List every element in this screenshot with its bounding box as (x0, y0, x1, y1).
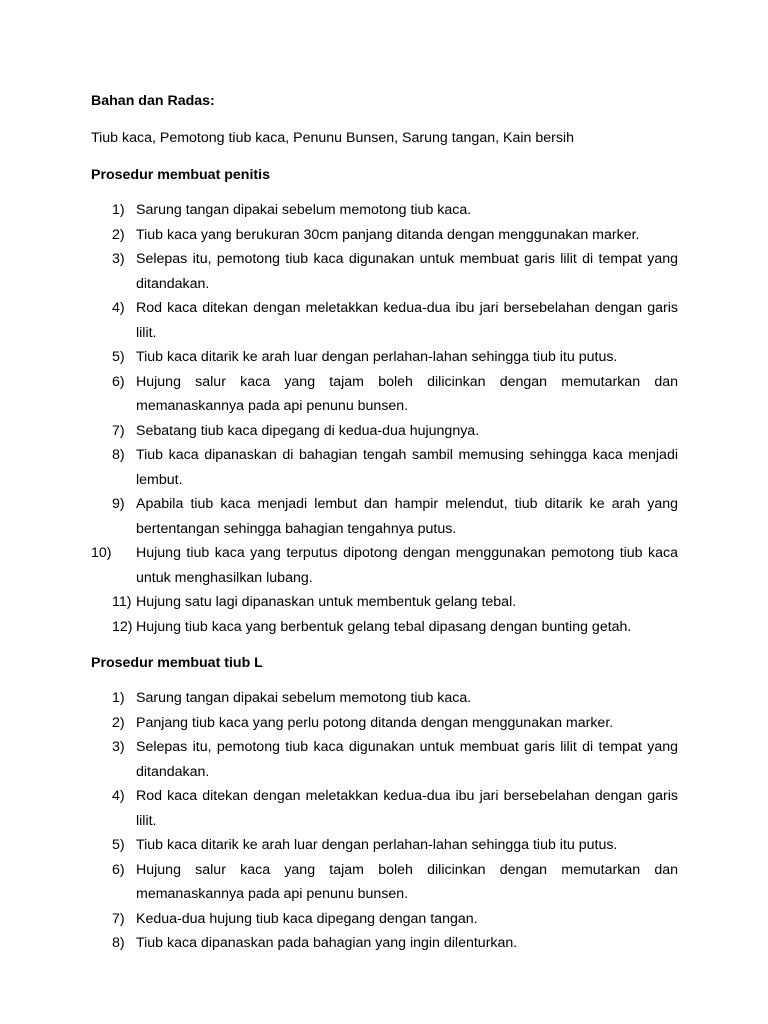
step-number: 4) (112, 300, 125, 316)
document-heading: Bahan dan Radas: (91, 93, 215, 109)
step-text: Hujung salur kaca yang tajam boleh dilicinkan dengan memutarkan dan memanaskannya pada api penunu bunsen. (136, 861, 678, 902)
list-item (91, 711, 678, 736)
list-item (91, 223, 678, 248)
step-text: Selepas itu, pemotong tiub kaca digunakan untuk membuat garis lilit di tempat yang ditandakan. (136, 251, 678, 292)
step-number: 12) (112, 618, 133, 635)
list-item (91, 541, 678, 590)
step-text: Apabila tiub kaca menjadi lembut dan hampir melendut, tiub ditarik ke arah yang bertentangan sehingga bahagian tengahnya putus. (136, 496, 678, 537)
list-item (91, 907, 678, 932)
step-number: 9) (112, 496, 125, 512)
list-item (91, 247, 678, 296)
list-item (91, 686, 678, 711)
step-number: 3) (112, 251, 125, 267)
step-number: 6) (112, 373, 125, 390)
list-item (91, 833, 678, 858)
list-item (91, 931, 678, 956)
step-text: Sarung tangan dipakai sebelum memotong tiub kaca. (136, 690, 472, 706)
step-text: Kedua-dua hujung tiub kaca dipegang dengan tangan. (136, 910, 478, 927)
step-text: Selepas itu, pemotong tiub kaca digunakan untuk membuat garis lilit di tempat yang ditandakan. (136, 739, 678, 780)
step-text: Panjang tiub kaca yang perlu potong ditanda dengan menggunakan marker. (136, 714, 614, 731)
materials-list: Tiub kaca, Pemotong tiub kaca, Penunu Bunsen, Sarung tangan, Kain bersih (91, 130, 574, 146)
list-item (91, 735, 678, 784)
list-item (91, 590, 678, 615)
step-text: Rod kaca ditekan dengan meletakkan kedua-dua ibu jari bersebelahan dengan garis lilit. (136, 788, 678, 829)
list-item (91, 198, 678, 223)
steps-list-penitis (91, 198, 678, 639)
list-item (91, 784, 678, 833)
step-text: Sarung tangan dipakai sebelum memotong tiub kaca. (136, 202, 472, 218)
list-item (91, 492, 678, 541)
document-page (91, 91, 678, 956)
step-text: Sebatang tiub kaca dipegang di kedua-dua hujungnya. (136, 422, 480, 439)
step-text: Hujung salur kaca yang tajam boleh dilicinkan dengan memutarkan dan memanaskannya pada api penunu bunsen. (136, 373, 678, 414)
step-text: Tiub kaca ditarik ke arah luar dengan perlahan-lahan sehingga tiub itu putus. (136, 837, 618, 853)
list-item (91, 858, 678, 907)
list-item (91, 615, 678, 640)
list-item (91, 296, 678, 345)
step-number: 2) (112, 714, 125, 731)
steps-list-tiub-l (91, 686, 678, 956)
section-title-tiub-l: Prosedur membuat tiub L (91, 655, 263, 671)
step-number: 5) (112, 349, 125, 365)
step-text: Tiub kaca dipanaskan pada bahagian yang ingin dilenturkan. (136, 935, 518, 951)
step-text: Tiub kaca ditarik ke arah luar dengan perlahan-lahan sehingga tiub itu putus. (136, 349, 618, 365)
step-number: 10) (91, 545, 112, 561)
step-text: Tiub kaca dipanaskan di bahagian tengah sambil memusing sehingga kaca menjadi lembut. (136, 447, 678, 488)
step-text: Hujung satu lagi dipanaskan untuk membentuk gelang tebal. (136, 594, 517, 610)
step-number: 8) (112, 447, 125, 463)
step-number: 11) (112, 594, 132, 610)
list-item (91, 370, 678, 419)
step-text: Rod kaca ditekan dengan meletakkan kedua-dua ibu jari bersebelahan dengan garis lilit. (136, 300, 678, 341)
step-number: 4) (112, 788, 125, 804)
step-number: 8) (112, 935, 125, 951)
step-number: 7) (112, 422, 125, 439)
list-item (91, 443, 678, 492)
step-text: Hujung tiub kaca yang berbentuk gelang tebal dipasang dengan bunting getah. (136, 618, 632, 635)
step-number: 1) (112, 202, 125, 218)
step-number: 7) (112, 910, 125, 927)
step-number: 5) (112, 837, 125, 853)
step-text: Tiub kaca yang berukuran 30cm panjang ditanda dengan menggunakan marker. (136, 226, 640, 243)
section-title-penitis: Prosedur membuat penitis (91, 167, 270, 183)
list-item (91, 419, 678, 444)
list-item (91, 345, 678, 370)
step-number: 2) (112, 226, 125, 243)
step-number: 6) (112, 861, 125, 878)
step-number: 3) (112, 739, 125, 755)
step-text: Hujung tiub kaca yang terputus dipotong dengan menggunakan pemotong tiub kaca untuk menghasilkan lubang. (136, 545, 678, 586)
step-number: 1) (112, 690, 125, 706)
